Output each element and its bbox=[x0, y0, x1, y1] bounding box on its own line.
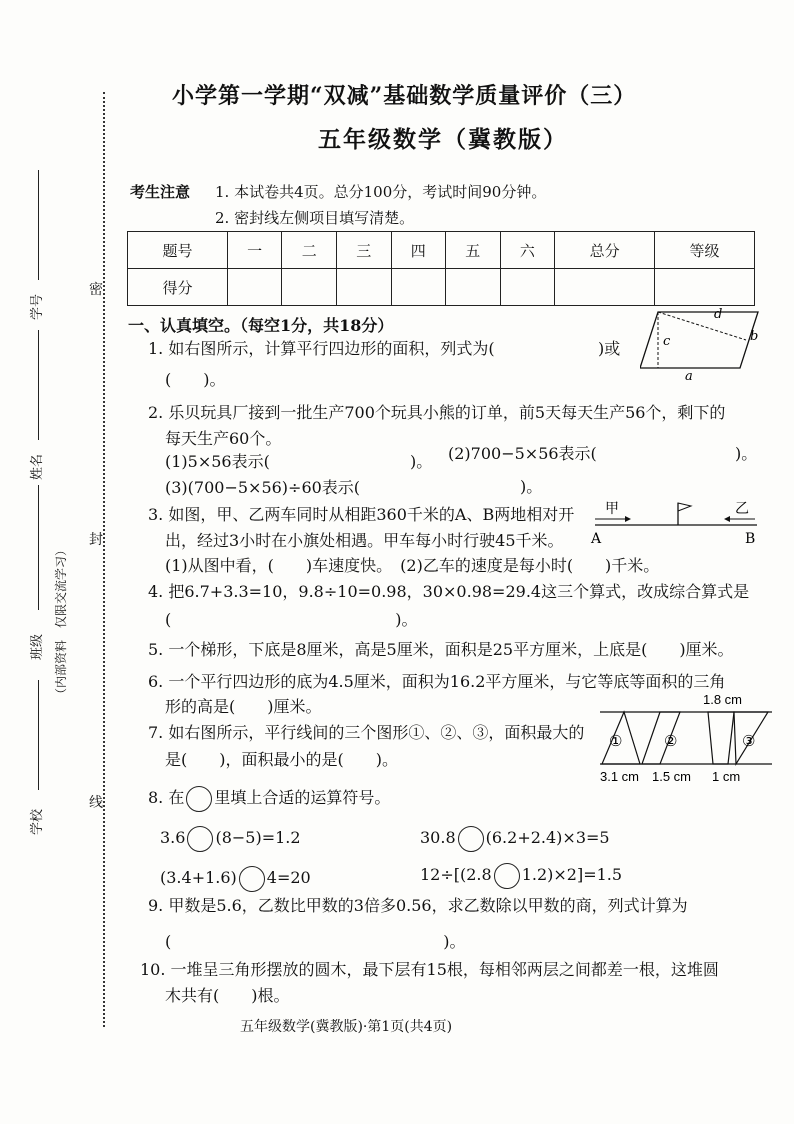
name-label: 姓名 bbox=[30, 453, 45, 480]
q8-expr3 bbox=[160, 865, 311, 892]
q7-line1: 7. 如右图所示，平行线间的三个图形①、②、③，面积最大的 bbox=[148, 723, 585, 742]
notice-line1: 1. 本试卷共4页。总分100分，考试时间90分钟。 bbox=[215, 183, 547, 201]
operator-input-circle[interactable] bbox=[187, 826, 213, 852]
student-id-label: 学号 bbox=[30, 293, 45, 320]
internal-note: （内部资料 仅限交流学习） bbox=[54, 543, 68, 700]
seal-feng: 封 bbox=[89, 532, 103, 548]
score-cell: 五 bbox=[446, 232, 501, 269]
q1-line2: ( )。 bbox=[165, 370, 226, 389]
q8-line bbox=[148, 785, 390, 812]
score-input-cell[interactable] bbox=[227, 269, 282, 306]
score-cell: 四 bbox=[391, 232, 446, 269]
score-input-cell[interactable] bbox=[446, 269, 501, 306]
shape-mark-3: ③ bbox=[742, 732, 756, 750]
notice-label: 考生注意 bbox=[130, 183, 191, 201]
q8-expr3-left: (3.4+1.6) bbox=[160, 868, 237, 887]
q8-expr1 bbox=[160, 825, 301, 852]
score-cell: 一 bbox=[227, 232, 282, 269]
shape-mark-2: ② bbox=[664, 732, 678, 750]
label-b-point: B bbox=[745, 531, 756, 547]
q4-line2: ( )。 bbox=[165, 610, 418, 629]
label-b: b bbox=[750, 329, 759, 344]
q3-line3: (1)从图中看，( )车速度快。 (2)乙车的速度是每小时( )千米。 bbox=[165, 556, 660, 575]
q2-part2-end: )。 bbox=[735, 444, 758, 463]
school-label: 学校 bbox=[30, 808, 45, 835]
label-a-point: A bbox=[591, 531, 602, 547]
q5-line: 5. 一个梯形，下底是8厘米，高是5厘米，面积是25平方厘米，上底是( )厘米。 bbox=[148, 640, 734, 659]
q6-line2: 形的高是( )厘米。 bbox=[165, 697, 322, 716]
label-yi: 乙 bbox=[735, 501, 749, 517]
q8-expr2 bbox=[420, 825, 610, 852]
q2-part1: (1)5×56表示( bbox=[165, 452, 270, 471]
score-cell: 二 bbox=[282, 232, 337, 269]
q3-line2: 出，经过3小时在小旗处相遇。甲车每小时行驶45千米。 bbox=[165, 531, 564, 550]
score-table-header-row bbox=[128, 232, 755, 269]
q2-line2: 每天生产60个。 bbox=[165, 429, 282, 448]
q1-line1a: 1. 如右图所示，计算平行四边形的面积，列式为( bbox=[148, 339, 495, 358]
exam-title: 小学第一学期“双减”基础数学质量评价（三） bbox=[172, 83, 637, 109]
section1-heading: 一、认真填空。（每空1分，共18分） bbox=[128, 316, 394, 335]
label-c: c bbox=[663, 334, 671, 349]
label-base-2: 1.5 cm bbox=[652, 769, 692, 784]
class-underline bbox=[38, 485, 39, 610]
operator-circle-icon bbox=[186, 786, 212, 812]
score-input-cell[interactable] bbox=[500, 269, 555, 306]
q1-line1b: )或 bbox=[598, 339, 621, 358]
operator-input-circle[interactable] bbox=[239, 866, 265, 892]
q8-expr4 bbox=[420, 862, 622, 889]
q8-expr3-right: 4=20 bbox=[266, 868, 311, 887]
class-label: 班级 bbox=[30, 633, 45, 660]
q10-line2: 木共有( )根。 bbox=[165, 986, 290, 1005]
q8-lead: 8. 在 bbox=[148, 788, 185, 807]
name-underline bbox=[38, 330, 39, 440]
score-cell: 得分 bbox=[128, 269, 228, 306]
notice-line2: 2. 密封线左侧项目填写清楚。 bbox=[215, 209, 415, 227]
q8-expr4-right: 1.2)×2]=1.5 bbox=[521, 865, 623, 884]
score-cell: 等级 bbox=[655, 232, 755, 269]
operator-input-circle[interactable] bbox=[458, 826, 484, 852]
score-cell: 六 bbox=[500, 232, 555, 269]
binding-dotted-line bbox=[103, 92, 105, 1027]
q9-line1: 9. 甲数是5.6，乙数比甲数的3倍多0.56，求乙数除以甲数的商，列式计算为 bbox=[148, 896, 688, 915]
q2-part1-end: )。 bbox=[410, 452, 433, 471]
label-top-length: 1.8 cm bbox=[703, 692, 743, 707]
label-base-1: 3.1 cm bbox=[600, 769, 640, 784]
q6-line1: 6. 一个平行四边形的底为4.5厘米，面积为16.2平方厘米，与它等底等面积的三角 bbox=[148, 672, 726, 691]
score-cell: 总分 bbox=[555, 232, 655, 269]
score-cell: 题号 bbox=[128, 232, 228, 269]
score-input-cell[interactable] bbox=[282, 269, 337, 306]
q8-expr4-left: 12÷[(2.8 bbox=[420, 865, 492, 884]
q2-part3: (3)(700−5×56)÷60表示( bbox=[165, 478, 361, 497]
q10-line1: 10. 一堆呈三角形摆放的圆木，最下层有15根，每相邻两层之间都差一根，这堆圆 bbox=[140, 960, 719, 979]
score-input-cell[interactable] bbox=[336, 269, 391, 306]
q8-expr2-right: (6.2+2.4)×3=5 bbox=[485, 828, 610, 847]
q8-expr2-left: 30.8 bbox=[420, 828, 456, 847]
label-base-3: 1 cm bbox=[712, 769, 741, 784]
parallelogram-figure bbox=[640, 300, 765, 380]
seal-mi: 密 bbox=[89, 282, 103, 298]
school-underline bbox=[38, 680, 39, 790]
q9-line2: ( )。 bbox=[165, 932, 466, 951]
label-d: d bbox=[714, 307, 723, 322]
q8-tail: 里填上合适的运算符号。 bbox=[214, 788, 391, 807]
page-footer: 五年级数学(冀教版)·第1页(共4页) bbox=[240, 1019, 453, 1035]
q2-line1: 2. 乐贝玩具厂接到一批生产700个玩具小熊的订单，前5天每天生产56个，剩下的 bbox=[148, 403, 726, 422]
exam-subtitle: 五年级数学（冀教版） bbox=[318, 126, 568, 153]
student-id-underline bbox=[38, 170, 39, 280]
q2-part2: (2)700−5×56表示( bbox=[448, 444, 597, 463]
score-table bbox=[127, 231, 755, 306]
q4-line1: 4. 把6.7+3.3=10，9.8÷10=0.98，30×0.98=29.4这三个算式，改成综合算式是 bbox=[148, 582, 750, 601]
shapes-figure bbox=[596, 690, 776, 786]
q2-part3-end: )。 bbox=[520, 477, 543, 496]
q3-line1: 3. 如图，甲、乙两车同时从相距360千米的A、B两地相对开 bbox=[148, 505, 575, 524]
score-cell: 三 bbox=[336, 232, 391, 269]
label-a: a bbox=[685, 369, 693, 380]
route-figure bbox=[585, 495, 765, 550]
shape-mark-1: ① bbox=[609, 732, 623, 750]
score-input-cell[interactable] bbox=[391, 269, 446, 306]
seal-xian: 线 bbox=[89, 795, 103, 811]
q8-expr1-left: 3.6 bbox=[160, 828, 186, 847]
label-jia: 甲 bbox=[605, 501, 619, 517]
q8-expr1-right: (8−5)=1.2 bbox=[215, 828, 301, 847]
q7-line2: 是( )，面积最小的是( )。 bbox=[165, 750, 398, 769]
operator-input-circle[interactable] bbox=[494, 863, 520, 889]
